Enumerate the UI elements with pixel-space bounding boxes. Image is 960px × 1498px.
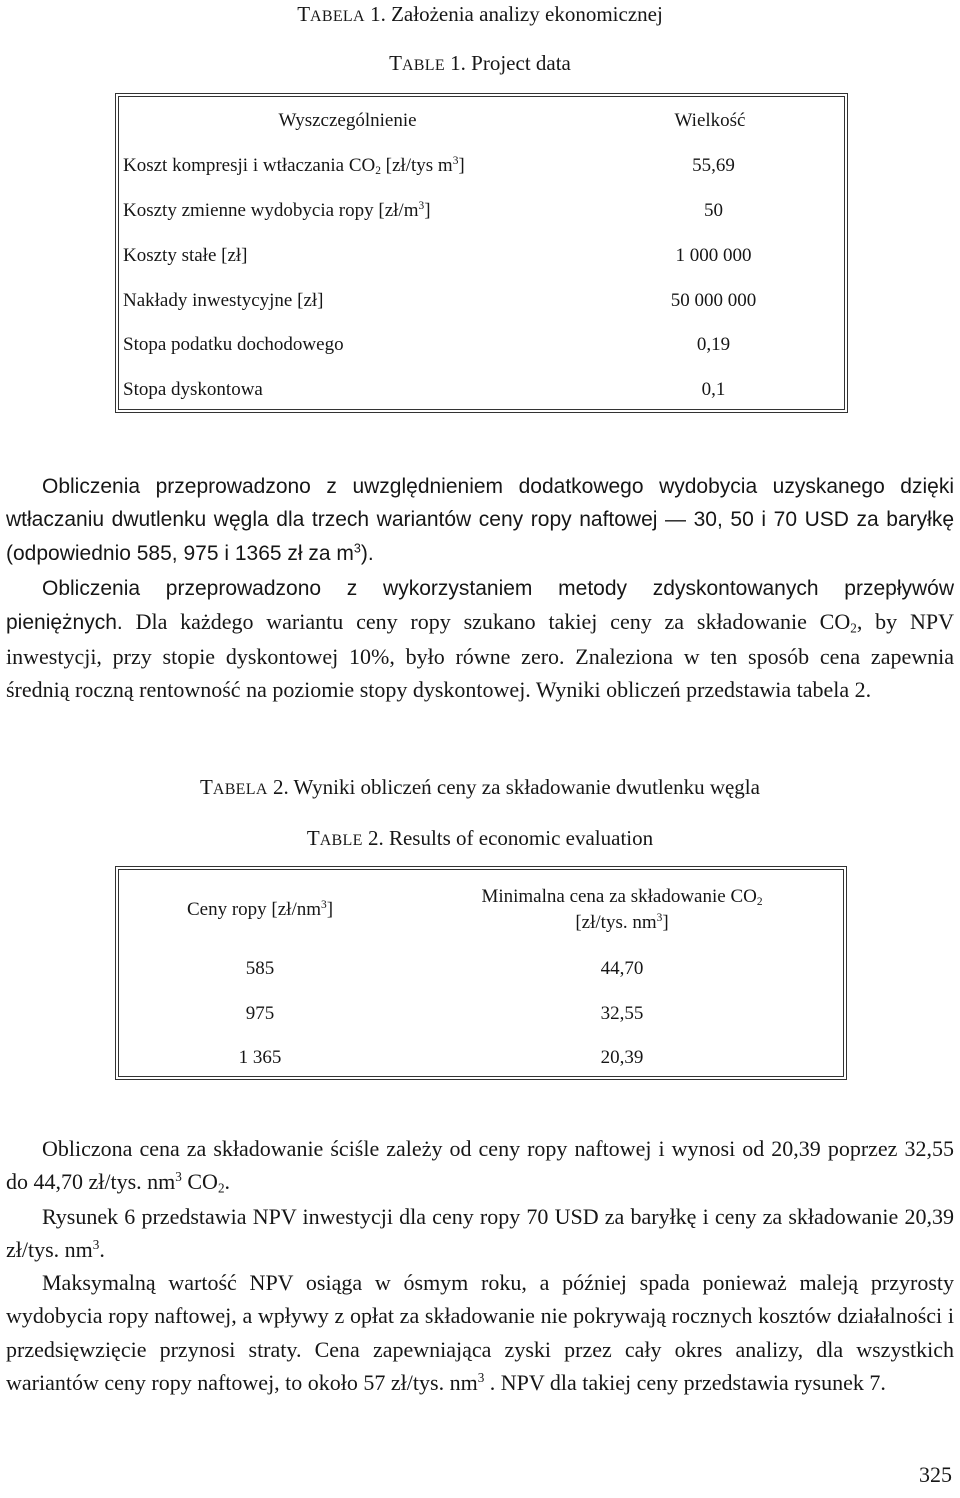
superscript: 3 <box>175 1169 182 1185</box>
table2-header-col2 <box>401 884 843 936</box>
table2-price: 585 <box>245 958 275 979</box>
table1-row-label: Koszty stałe [zł] <box>123 245 248 266</box>
subscript: 2 <box>850 620 857 636</box>
paragraph-text: . <box>224 1169 231 1195</box>
caption-text: 1. Założenia analizy ekonomicznej <box>364 2 663 26</box>
table1-row-label <box>119 200 623 222</box>
caption-prefix: T <box>200 775 213 799</box>
caption-prefix: T <box>389 51 402 75</box>
paragraph-text: Obliczenia przeprowadzono z uwzględnieniem dodatkowego wydobycia uzyskanego dzięki wtłaczaniu dwutlenku węgla dla trzech wariantów ceny ropy naftowej — 30, 50 i 70 USD za baryłkę (odpowiednio 585, 975 i 1365 zł za m <box>6 475 954 565</box>
table-row <box>119 1045 843 1071</box>
caption-prefix: T <box>297 2 311 26</box>
table-row <box>119 153 844 179</box>
paragraph-text: Obliczona cena za składowanie ściśle zależy od ceny ropy naftowej i wynosi od 20,39 poprzez 32,55 do 44,70 zł/tys. nm <box>6 1136 954 1195</box>
header-part: ] <box>662 912 669 933</box>
table1-header <box>119 108 844 134</box>
table-row <box>119 288 844 314</box>
paragraph-text: . <box>99 1237 105 1263</box>
table-row <box>119 1001 843 1027</box>
paragraph-text: , by NPV inwestycji, przy stopie dyskontowej 10%, było równe zero. Znaleziona w ten sposób cena zapewnia średnią roczną rentowność na poziomie stopy dyskontowej. Wyniki obliczeń przedstawia tabela 2. <box>6 609 954 703</box>
subscript: 2 <box>375 164 381 177</box>
caption-text: 2. Results of economic evaluation <box>362 826 654 850</box>
paragraph-1 <box>6 470 954 570</box>
table1-row-label: Nakłady inwestycyjne [zł] <box>123 290 324 311</box>
caption-smallcaps: ABLE <box>319 832 363 849</box>
caption-smallcaps: ABLE <box>401 57 445 74</box>
label-part: Koszt kompresji i wtłaczania CO <box>123 155 376 176</box>
superscript: 3 <box>452 155 459 168</box>
label-part: ] <box>458 155 465 176</box>
table2-price: 1 365 <box>238 1047 282 1068</box>
paragraph-text: Rysunek 6 przedstawia NPV inwestycji dla ceny ropy 70 USD za baryłkę i ceny za składowanie 20,39 zł/tys. nm <box>6 1204 954 1263</box>
table2-caption-pl <box>0 775 960 802</box>
caption-smallcaps: ABELA <box>212 781 268 798</box>
table1-header-col2: Wielkość <box>674 110 746 131</box>
label-part: ] <box>424 200 431 221</box>
table2-min-price: 44,70 <box>600 958 644 979</box>
caption-prefix: T <box>306 826 320 850</box>
paragraph-5 <box>6 1266 954 1400</box>
superscript: 3 <box>321 899 327 912</box>
header-part: ] <box>326 899 334 920</box>
table1-row-label: Stopa podatku dochodowego <box>123 334 344 355</box>
label-part: Koszty zmienne wydobycia ropy [zł/m <box>123 200 419 221</box>
table1-row-value: 50 000 000 <box>670 290 757 311</box>
table1-row-value: 0,19 <box>696 334 731 355</box>
paragraph-4 <box>6 1200 954 1267</box>
table-row <box>119 198 844 224</box>
paragraph-text: Obliczenia przeprowadzono z wykorzystaniem metody zdyskontowanych przepływów pieniężnych. <box>6 577 954 635</box>
paragraph-text: CO <box>181 1169 218 1195</box>
superscript: 3 <box>92 1237 100 1253</box>
paragraph-text: ). <box>360 541 374 565</box>
table2-price: 975 <box>245 1003 275 1024</box>
paragraph-text: Dla każdego wariantu ceny ropy szukano takiej ceny za składowanie CO <box>122 609 851 635</box>
table1-header-col1: Wyszczególnienie <box>278 110 417 131</box>
header-part: Ceny ropy [zł/nm <box>186 899 321 920</box>
table1-row-value: 0,1 <box>701 379 726 400</box>
table2-caption-en <box>0 826 960 853</box>
caption-smallcaps: ABELA <box>310 8 365 25</box>
table-row <box>119 243 844 269</box>
table1-row-value: 1 000 000 <box>675 245 752 266</box>
caption-text: 2. Wyniki obliczeń ceny za składowanie dwutlenku węgla <box>267 775 760 799</box>
table-row <box>119 956 843 982</box>
superscript: 3 <box>656 912 663 925</box>
header-part: [zł/tys. nm <box>575 912 657 933</box>
superscript: 3 <box>477 1370 485 1386</box>
table-row <box>119 332 844 358</box>
table1-row-value: 50 <box>704 200 723 221</box>
table1-row-label: Stopa dyskontowa <box>123 379 263 400</box>
table1-caption-en <box>0 51 960 78</box>
label-part: [zł/tys m <box>380 155 453 176</box>
caption-text: 1. Project data <box>444 51 571 75</box>
superscript: 3 <box>418 200 425 213</box>
table2-header <box>119 880 843 940</box>
table2-min-price: 32,55 <box>600 1003 644 1024</box>
table1-row-value: 55,69 <box>692 155 735 176</box>
table2-min-price: 20,39 <box>600 1047 644 1068</box>
paragraph-2 <box>6 571 954 707</box>
subscript: 2 <box>756 895 763 908</box>
paragraph-text: Maksymalną wartość NPV osiąga w ósmym roku, a później spada ponieważ maleją przyrosty wydobycia ropy naftowej, a wpływy z opłat za składowanie nie pokrywają rocznych kosztów działalności i przedsięwzięcie przynosi straty. Cena zapewniająca zyski przez cały okres analizy, dla wszystkich wariantów ceny ropy naftowej, to około 57 zł/tys. nm <box>6 1270 954 1396</box>
table2 <box>115 866 847 1080</box>
table-row <box>119 377 844 403</box>
page-number: 325 <box>919 1462 952 1487</box>
table1-row-label <box>119 155 623 177</box>
paragraph-text: . NPV dla takiej ceny przedstawia rysunek 7. <box>484 1370 886 1396</box>
superscript: 3 <box>353 541 361 556</box>
subscript: 2 <box>217 1180 225 1196</box>
header-part: Minimalna cena za składowanie CO <box>481 886 757 907</box>
table2-header-col1 <box>119 899 401 921</box>
table1-caption-pl <box>0 2 960 29</box>
table1 <box>115 93 848 413</box>
paragraph-3 <box>6 1132 954 1199</box>
